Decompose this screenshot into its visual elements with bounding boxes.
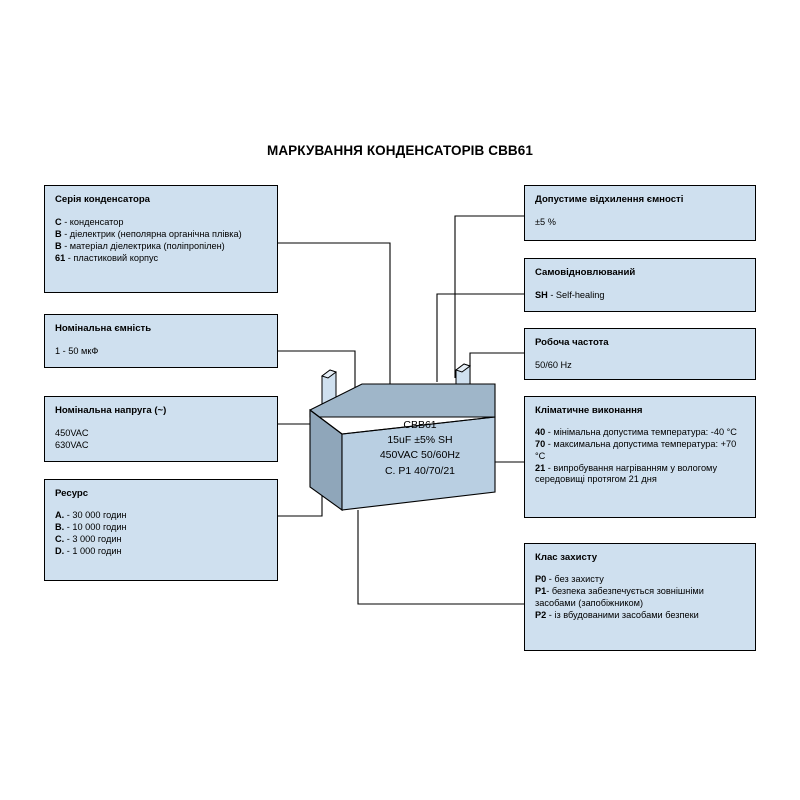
box-selfhealing	[524, 258, 756, 312]
capacitor-marking-line: 450VAC 50/60Hz	[379, 449, 461, 462]
capacitor-marking-line: 15uF ±5% SH	[387, 434, 453, 447]
box-frequency-header: Робоча частота	[535, 337, 609, 348]
box-series-header: Серія конденсатора	[55, 194, 151, 205]
box-frequency-body	[535, 359, 746, 371]
box-line: 630VAC	[55, 439, 89, 450]
box-line: 21 - випробування нагріванням у вологому середовищі протягом 21 дня	[535, 462, 718, 485]
box-line: P0 - без захисту	[535, 573, 604, 584]
box-capacitance-header: Номінальна ємність	[55, 323, 152, 334]
box-lifetime-header: Ресурс	[55, 488, 89, 499]
box-line: 70 - максимальна допустима температура: +70 °C	[535, 438, 737, 461]
box-climatic-header: Кліматичне виконання	[535, 405, 643, 416]
box-tolerance-body	[535, 216, 746, 228]
box-selfhealing-body	[535, 289, 746, 301]
box-line: P2 - із вбудованими засобами безпеки	[535, 609, 699, 620]
box-series	[44, 185, 278, 293]
box-line: SH - Self-healing	[535, 289, 605, 300]
box-protection	[524, 543, 756, 651]
box-line: ±5 %	[535, 216, 556, 227]
box-line: B - діелектрик (неполярна органічна плівка)	[55, 228, 242, 239]
capacitor-marking-line: CBB61	[403, 419, 437, 431]
box-line: B. - 10 000 годин	[55, 521, 127, 532]
box-lifetime-body	[55, 510, 268, 558]
box-climatic-body	[535, 427, 746, 487]
box-capacitance-body	[55, 345, 268, 357]
capacitor-marking-label	[345, 418, 495, 479]
box-voltage	[44, 396, 278, 462]
box-selfhealing-header: Самовідновлюваний	[535, 267, 636, 278]
box-line: 1 - 50 мкФ	[55, 345, 99, 356]
box-line: C - конденсатор	[55, 216, 124, 227]
box-line: 61 - пластиковий корпус	[55, 253, 159, 264]
box-line: 40 - мінімальна допустима температура: -40 °C	[535, 426, 737, 437]
box-tolerance-header: Допустиме відхилення ємності	[535, 194, 684, 205]
box-line: D. - 1 000 годин	[55, 545, 122, 556]
box-frequency	[524, 328, 756, 380]
capacitor-marking-line: C. P1 40/70/21	[384, 464, 456, 477]
box-line: P1- безпека забезпечується зовнішніми засобами (запобіжником)	[535, 585, 704, 608]
box-protection-header: Клас захисту	[535, 552, 598, 563]
box-climatic	[524, 396, 756, 518]
box-voltage-body	[55, 427, 268, 451]
page-title: МАРКУВАННЯ КОНДЕНСАТОРІВ CBB61	[266, 143, 534, 158]
box-line: B - матеріал діелектрика (поліпропілен)	[55, 240, 225, 251]
box-voltage-header: Номінальна напруга (~)	[55, 405, 167, 416]
box-line: C. - 3 000 годин	[55, 533, 122, 544]
box-capacitance	[44, 314, 278, 368]
box-series-body	[55, 216, 268, 265]
box-line: 450VAC	[55, 427, 89, 438]
box-line: A. - 30 000 годин	[55, 509, 127, 520]
box-line: 50/60 Hz	[535, 359, 572, 370]
box-lifetime	[44, 479, 278, 581]
box-protection-body	[535, 574, 746, 622]
box-tolerance	[524, 185, 756, 241]
